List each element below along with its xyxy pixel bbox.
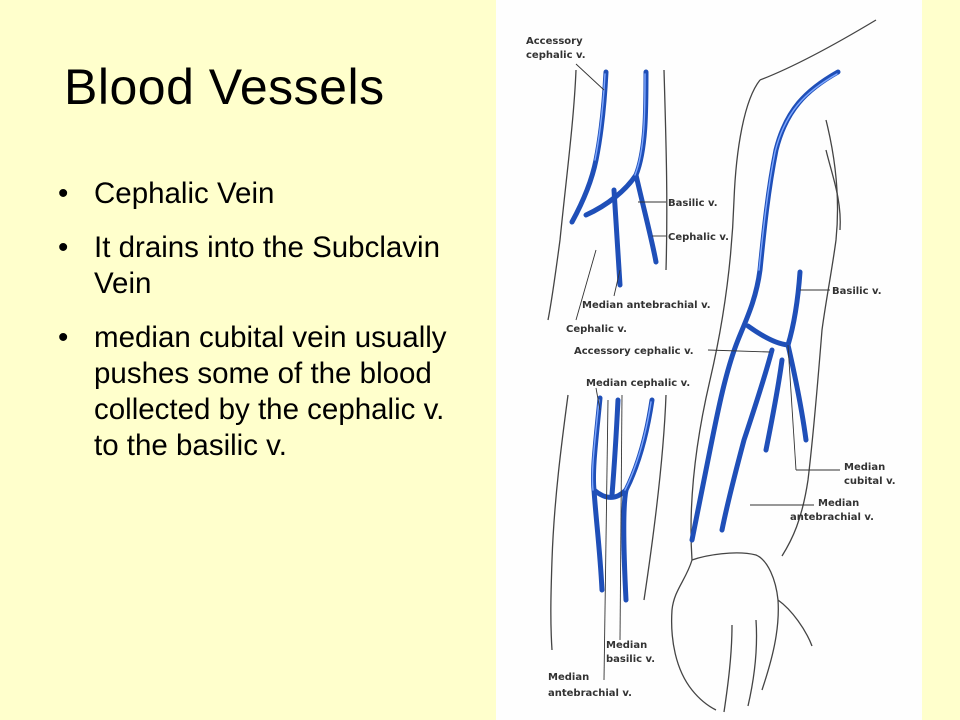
- arm-veins-figure: [496, 0, 922, 720]
- arm-accessory-cephalic-vein: [722, 350, 772, 530]
- lower-median-basilic-vein: [612, 400, 618, 495]
- label-median-cubital-1: Median: [844, 462, 886, 473]
- upper-median-antebrachial-vein: [614, 190, 620, 285]
- leader-accessory-cephalic-mid: [708, 350, 770, 352]
- label-median-antebrachial-bottom-2: antebrachial v.: [548, 688, 632, 699]
- upper-cephalic-vein: [636, 175, 656, 262]
- lower-inset: [551, 395, 666, 650]
- label-basilic-right: Basilic v.: [832, 286, 882, 297]
- label-median-antebrachial-right-1: Median: [818, 498, 860, 509]
- upper-inset-outline-left: [548, 70, 576, 320]
- bullet-item: [58, 320, 468, 464]
- arm-median-antebrachial-vein: [766, 360, 782, 450]
- arm-outline-outer: [672, 20, 876, 710]
- arm-basilic-vein: [788, 272, 806, 440]
- label-cephalic-upper: Cephalic v.: [668, 232, 729, 243]
- leader-accessory-cephalic-top: [576, 64, 604, 90]
- label-median-antebrachial-bottom-1: Median: [548, 672, 590, 683]
- slide-title: Blood Vessels: [64, 59, 385, 115]
- label-accessory-cephalic-top-1: Accessory: [526, 36, 583, 47]
- upper-accessory-cephalic-vein: [572, 72, 606, 222]
- bullet-dot: •: [58, 177, 69, 210]
- figure-labels: [526, 36, 896, 699]
- bullet-list: [58, 176, 468, 482]
- label-cephalic-left: Cephalic v.: [566, 324, 627, 335]
- leader-median-antebrachial-bottom: [604, 400, 608, 680]
- bullet-item: [58, 230, 468, 302]
- arm-vein-highlight: [759, 74, 837, 270]
- full-arm: [672, 20, 876, 712]
- bullet-dot: •: [58, 321, 69, 354]
- label-median-basilic-1: Median: [606, 640, 648, 651]
- label-median-cubital-2: cubital v.: [844, 476, 896, 487]
- leader-lines: [576, 64, 840, 680]
- label-accessory-cephalic-mid: Accessory cephalic v.: [574, 346, 694, 357]
- arm-median-cubital-vein: [748, 326, 788, 345]
- label-median-antebrachial-upper: Median antebrachial v.: [582, 300, 711, 311]
- lower-inset-outline-left: [551, 395, 568, 650]
- shoulder-outline: [826, 150, 840, 230]
- label-median-cephalic: Median cephalic v.: [586, 378, 691, 389]
- label-accessory-cephalic-top-2: cephalic v.: [526, 50, 586, 61]
- bullet-item: [58, 176, 468, 212]
- bullet-text: Cephalic Vein: [94, 177, 275, 210]
- upper-inset: [548, 70, 667, 320]
- bullet-dot: •: [58, 231, 69, 264]
- bullet-text: median cubital vein usually pushes some of the blood collected by the cephalic v. to the basilic v.: [94, 321, 447, 462]
- label-median-basilic-2: basilic v.: [606, 654, 656, 665]
- hand-outline: [692, 553, 812, 712]
- label-basilic-upper: Basilic v.: [668, 198, 718, 209]
- upper-inset-outline-right: [664, 70, 667, 270]
- arm-veins-illustration: [496, 0, 922, 720]
- label-median-antebrachial-right-2: antebrachial v.: [790, 512, 874, 523]
- bullet-text: It drains into the Subclavin Vein: [94, 231, 441, 300]
